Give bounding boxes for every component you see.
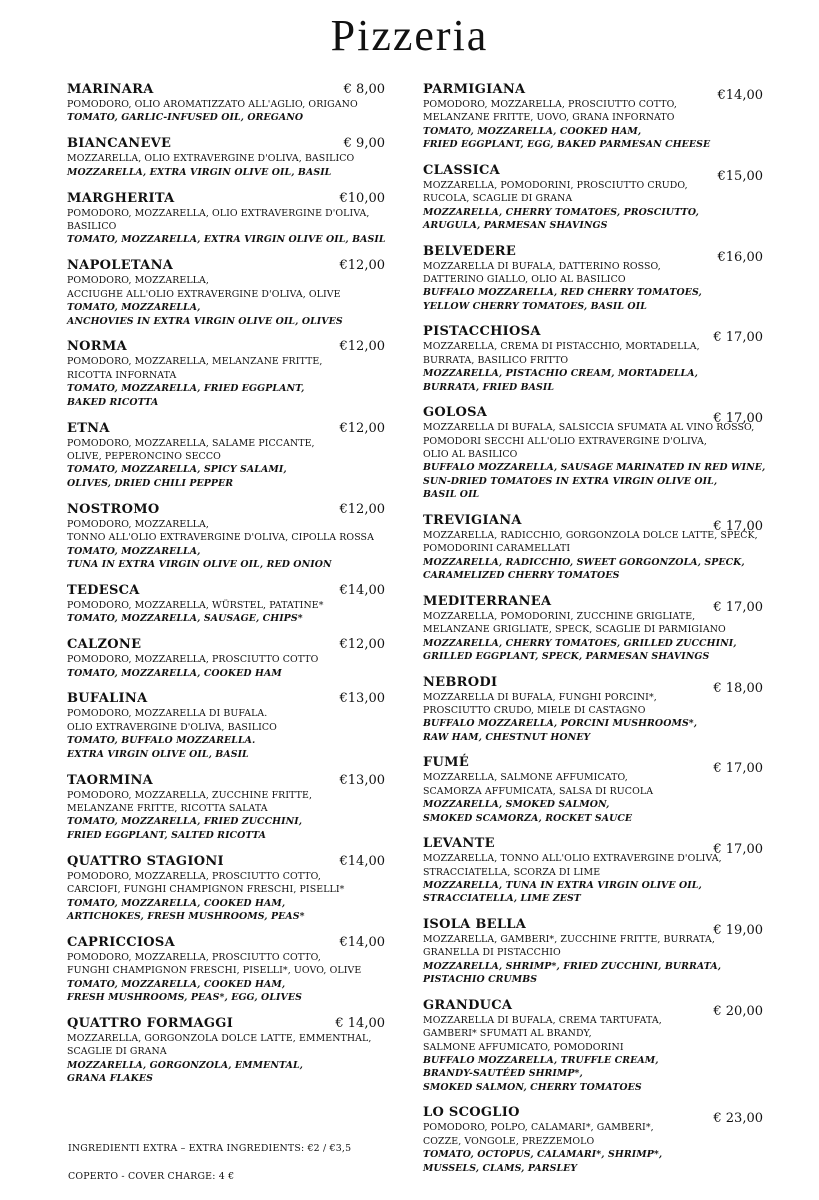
item-english-line: GRANA FLAKES — [67, 1073, 153, 1085]
item-price: €14,00 — [339, 934, 385, 950]
item-english-line: TOMATO, MOZZARELLA, SAUSAGE, CHIPS* — [67, 613, 303, 625]
menu-item — [67, 421, 385, 491]
item-price: €12,00 — [339, 420, 385, 436]
item-ingredients-line: POMODORO, MOZZARELLA, PROSCIUTTO COTTO, — [423, 99, 677, 110]
item-english-line: TOMATO, GARLIC-INFUSED OIL, OREGANO — [67, 112, 304, 124]
item-price: € 14,00 — [335, 1015, 385, 1031]
item-english-line: BUFFALO MOZZARELLA, SAUSAGE MARINATED IN RED WINE, — [423, 462, 766, 474]
item-english-line: CARAMELIZED CHERRY TOMATOES — [423, 570, 620, 582]
menu-column-left — [67, 82, 385, 1097]
item-price: €13,00 — [339, 691, 385, 707]
item-price: €12,00 — [339, 258, 385, 274]
item-english-line: TOMATO, MOZZARELLA, COOKED HAM, — [67, 978, 286, 990]
menu-item — [67, 1016, 385, 1086]
item-price: €16,00 — [717, 249, 763, 265]
item-name: PARMIGIANA — [423, 82, 526, 97]
item-name: BELVEDERE — [423, 243, 517, 259]
item-ingredients-line: STRACCIATELLA, SCORZA DI LIME — [423, 866, 601, 878]
item-ingredients-line: POMODORO, MOZZARELLA, ZUCCHINE FRITTE, — [67, 789, 313, 801]
item-ingredients-line: MOZZARELLA, GAMBERI*, ZUCCHINE FRITTE, BURRATA, — [423, 933, 715, 945]
menu-item — [423, 836, 763, 906]
item-ingredients-line: COZZE, VONGOLE, PREZZEMOLO — [423, 1135, 595, 1147]
item-price: €13,00 — [339, 772, 385, 788]
menu-item — [67, 773, 385, 843]
item-ingredients-line: RUCOLA, SCAGLIE DI GRANA — [423, 193, 573, 205]
item-english-line: FRESH MUSHROOMS, PEAS*, EGG, OLIVES — [67, 992, 302, 1004]
item-ingredients-line: CARCIOFI, FUNGHI CHAMPIGNON FRESCHI, PISELLI* — [67, 884, 345, 896]
item-english-line: BRANDY-SAUTÉED SHRIMP*, — [423, 1068, 583, 1080]
item-ingredients-line: BASILICO — [67, 221, 117, 233]
menu-item — [67, 637, 385, 680]
menu-item — [67, 583, 385, 626]
item-name: NAPOLETANA — [67, 258, 174, 274]
item-english-line: TOMATO, MOZZARELLA, COOKED HAM — [67, 667, 282, 679]
item-ingredients-line: ACCIUGHE ALL'OLIO EXTRAVERGINE D'OLIVA, OLIVE — [67, 288, 341, 300]
item-english-line: RAW HAM, CHESTNUT HONEY — [423, 731, 591, 743]
item-name: MEDITERRANEA — [423, 593, 552, 609]
item-ingredients-line: RICOTTA INFORNATA — [67, 369, 177, 381]
item-ingredients-line: POMODORO, MOZZARELLA, PROSCIUTTO COTTO — [67, 654, 319, 666]
item-english-line: BAKED RICOTTA — [67, 396, 159, 408]
item-name: TREVIGIANA — [423, 512, 522, 528]
item-english-line: MOZZARELLA, RADICCHIO, SWEET GORGONZOLA, SPECK, — [423, 556, 745, 568]
item-price: € 17,00 — [713, 599, 763, 615]
item-english-line: BURRATA, FRIED BASIL — [423, 381, 555, 393]
item-price: € 17,00 — [713, 761, 763, 777]
item-name: BIANCANEVE — [67, 136, 172, 152]
item-ingredients-line: SCAMORZA AFFUMICATA, SALSA DI RUCOLA — [423, 785, 654, 797]
menu-item — [423, 1105, 763, 1175]
item-english-line: TOMATO, OCTOPUS, CALAMARI*, SHRIMP*, — [423, 1149, 663, 1161]
item-english-line: SUN-DRIED TOMATOES IN EXTRA VIRGIN OLIVE OIL, — [423, 475, 718, 487]
item-name: FUMÉ — [423, 755, 470, 771]
menu-item — [67, 82, 385, 125]
item-english-line: FRIED EGGPLANT, EGG, BAKED PARMESAN CHEESE — [423, 139, 711, 151]
item-ingredients-line: MOZZARELLA, OLIO EXTRAVERGINE D'OLIVA, BASILICO — [67, 153, 355, 165]
item-english-line: MOZZARELLA, SMOKED SALMON, — [423, 799, 610, 811]
item-english-line: ANCHOVIES IN EXTRA VIRGIN OLIVE OIL, OLIVES — [67, 315, 343, 327]
item-english-line: ARUGULA, PARMESAN SHAVINGS — [423, 220, 608, 232]
item-price: €14,00 — [717, 88, 763, 103]
menu-column-right — [423, 82, 766, 1186]
item-ingredients-line: POMODORO, MOZZARELLA, PROSCIUTTO COTTO, — [67, 870, 321, 882]
menu-item — [423, 513, 763, 583]
item-english-line: BUFFALO MOZZARELLA, RED CHERRY TOMATOES, — [423, 287, 702, 299]
item-english-line: MOZZARELLA, GORGONZOLA, EMMENTAL, — [67, 1059, 304, 1071]
item-ingredients-line: POMODORO, MOZZARELLA, PROSCIUTTO COTTO, — [67, 951, 321, 963]
item-price: € 18,00 — [713, 680, 763, 696]
item-name: TAORMINA — [67, 772, 154, 788]
menu-item — [423, 917, 763, 987]
item-ingredients-line: MOZZARELLA, TONNO ALL'OLIO EXTRAVERGINE D'OLIVA, — [423, 853, 722, 865]
menu-item — [423, 755, 763, 825]
item-ingredients-line: POMODORO, MOZZARELLA, WÜRSTEL, PATATINE* — [67, 599, 324, 611]
item-ingredients-line: POMODORO, OLIO AROMATIZZATO ALL'AGLIO, ORIGANO — [67, 99, 358, 110]
item-english-line: BASIL OIL — [423, 489, 480, 501]
item-name: BUFALINA — [67, 691, 148, 707]
item-ingredients-line: PROSCIUTTO CRUDO, MIELE DI CASTAGNO — [423, 704, 646, 716]
item-price: € 17,00 — [713, 842, 763, 858]
item-english-line: YELLOW CHERRY TOMATOES, BASIL OIL — [423, 300, 647, 312]
item-price: € 20,00 — [713, 1003, 763, 1019]
item-ingredients-line: BURRATA, BASILICO FRITTO — [423, 354, 569, 366]
item-english-line: TUNA IN EXTRA VIRGIN OLIVE OIL, RED ONION — [67, 558, 332, 570]
item-ingredients-line: FUNGHI CHAMPIGNON FRESCHI, PISELLI*, UOVO, OLIVE — [67, 965, 362, 977]
item-ingredients-line: POMODORO, MOZZARELLA, SALAME PICCANTE, — [67, 437, 315, 449]
item-ingredients-line: POMODORINI CARAMELLATI — [423, 543, 571, 555]
item-ingredients-line: POMODORO, MOZZARELLA DI BUFALA. — [67, 708, 268, 720]
item-price: € 8,00 — [343, 82, 385, 97]
item-ingredients-line: SCAGLIE DI GRANA — [67, 1046, 167, 1058]
item-english-line: TOMATO, MOZZARELLA, FRIED ZUCCHINI, — [67, 816, 303, 828]
item-ingredients-line: MOZZARELLA, SALMONE AFFUMICATO, — [423, 772, 628, 784]
item-ingredients-line: MELANZANE FRITTE, UOVO, GRANA INFORNATO — [423, 112, 675, 124]
menu-item — [423, 675, 763, 745]
item-name: LEVANTE — [423, 836, 495, 852]
item-price: €12,00 — [339, 637, 385, 653]
item-ingredients-line: MOZZARELLA, POMODORINI, PROSCIUTTO CRUDO, — [423, 179, 688, 191]
item-english-line: SMOKED SALMON, CHERRY TOMATOES — [423, 1081, 642, 1093]
extra-ingredients-note: INGREDIENTI EXTRA – EXTRA INGREDIENTS: €2 / €3,5 — [68, 1143, 352, 1154]
item-price: €15,00 — [717, 168, 763, 184]
item-ingredients-line: MOZZARELLA, POMODORINI, ZUCCHINE GRIGLIATE, — [423, 610, 696, 622]
menu-item — [423, 324, 763, 394]
cover-charge-note: COPERTO - COVER CHARGE: 4 € — [68, 1171, 235, 1182]
item-ingredients-line: GAMBERI* SFUMATI AL BRANDY, — [423, 1028, 592, 1040]
item-ingredients-line: MOZZARELLA, GORGONZOLA DOLCE LATTE, EMMENTHAL, — [67, 1032, 372, 1044]
item-english-line: EXTRA VIRGIN OLIVE OIL, BASIL — [67, 748, 249, 760]
item-english-line: TOMATO, MOZZARELLA, EXTRA VIRGIN OLIVE OIL, BASIL — [67, 234, 386, 246]
item-english-line: PISTACHIO CRUMBS — [423, 974, 538, 986]
menu-item — [67, 136, 385, 179]
item-ingredients-line: MOZZARELLA DI BUFALA, CREMA TARTUFATA, — [423, 1014, 662, 1026]
item-price: €14,00 — [339, 582, 385, 598]
item-price: €10,00 — [339, 190, 385, 206]
item-ingredients-line: MELANZANE FRITTE, RICOTTA SALATA — [67, 803, 268, 814]
item-ingredients-line: GRANELLA DI PISTACCHIO — [423, 947, 561, 959]
item-name: ETNA — [67, 420, 110, 436]
menu-item — [423, 998, 763, 1094]
item-ingredients-line: POMODORI SECCHI ALL'OLIO EXTRAVERGINE D'OLIVA, — [423, 435, 707, 447]
menu-item — [67, 191, 385, 247]
item-name: CALZONE — [67, 637, 142, 653]
item-ingredients-line: POMODORO, MOZZARELLA, MELANZANE FRITTE, — [67, 356, 323, 368]
item-price: €12,00 — [339, 339, 385, 355]
item-english-line: TOMATO, MOZZARELLA, SPICY SALAMI, — [67, 464, 287, 476]
menu-item — [423, 244, 763, 314]
item-ingredients-line: TONNO ALL'OLIO EXTRAVERGINE D'OLIVA, CIPOLLA ROSSA — [67, 532, 374, 544]
item-english-line: SMOKED SCAMORZA, ROCKET SAUCE — [423, 812, 633, 824]
item-ingredients-line: OLIO AL BASILICO — [423, 449, 518, 461]
item-name: NOSTROMO — [67, 501, 160, 517]
item-english-line: GRILLED EGGPLANT, SPECK, PARMESAN SHAVINGS — [423, 650, 710, 662]
item-english-line: MOZZARELLA, EXTRA VIRGIN OLIVE OIL, BASIL — [67, 166, 332, 178]
menu-item — [423, 82, 763, 152]
item-english-line: BUFFALO MOZZARELLA, TRUFFLE CREAM, — [423, 1054, 659, 1066]
item-english-line: MOZZARELLA, PISTACHIO CREAM, MORTADELLA, — [423, 368, 698, 380]
item-ingredients-line: POMODORO, MOZZARELLA, OLIO EXTRAVERGINE D'OLIVA, — [67, 207, 370, 219]
item-ingredients-line: POMODORO, MOZZARELLA, — [67, 275, 209, 287]
item-english-line: FRIED EGGPLANT, SALTED RICOTTA — [67, 829, 267, 841]
item-ingredients-line: OLIO EXTRAVERGINE D'OLIVA, BASILICO — [67, 721, 277, 733]
item-name: CAPRICCIOSA — [67, 934, 175, 950]
item-english-line: TOMATO, MOZZARELLA, COOKED HAM, — [67, 897, 286, 909]
item-ingredients-line: MOZZARELLA, RADICCHIO, GORGONZOLA DOLCE LATTE, SPECK, — [423, 529, 758, 541]
menu-item — [67, 502, 385, 572]
item-ingredients-line: MOZZARELLA, CREMA DI PISTACCHIO, MORTADELLA, — [423, 341, 700, 353]
item-price: € 17,00 — [713, 330, 763, 346]
item-english-line: STRACCIATELLA, LIME ZEST — [423, 893, 581, 905]
item-price: € 9,00 — [343, 136, 385, 152]
item-ingredients-line: MOZZARELLA DI BUFALA, SALSICCIA SFUMATA AL VINO ROSSO, — [423, 422, 755, 434]
item-price: €12,00 — [339, 501, 385, 517]
item-name: TEDESCA — [67, 582, 140, 598]
item-name: MARGHERITA — [67, 190, 175, 206]
item-name: PISTACCHIOSA — [423, 324, 541, 340]
item-name: QUATTRO STAGIONI — [67, 853, 224, 869]
item-name: NORMA — [67, 339, 127, 355]
menu-item — [423, 594, 763, 664]
item-name: QUATTRO FORMAGGI — [67, 1015, 234, 1031]
item-name: CLASSICA — [423, 162, 500, 178]
item-english-line: ARTICHOKES, FRESH MUSHROOMS, PEAS* — [67, 910, 305, 922]
menu-item — [67, 258, 385, 328]
item-english-line: BUFFALO MOZZARELLA, PORCINI MUSHROOMS*, — [423, 718, 698, 730]
item-price: € 17,00 — [713, 411, 763, 427]
menu-item — [67, 935, 385, 1005]
item-ingredients-line: MOZZARELLA DI BUFALA, FUNGHI PORCINI*, — [423, 691, 657, 703]
item-english-line: TOMATO, MOZZARELLA, COOKED HAM, — [423, 125, 642, 137]
item-ingredients-line: POMODORO, POLPO, CALAMARI*, GAMBERI*, — [423, 1122, 654, 1134]
item-english-line: MOZZARELLA, TUNA IN EXTRA VIRGIN OLIVE OIL, — [423, 879, 702, 891]
item-name: GRANDUCA — [423, 997, 513, 1013]
item-english-line: OLIVES, DRIED CHILI PEPPER — [67, 477, 234, 489]
item-english-line: TOMATO, BUFFALO MOZZARELLA. — [67, 735, 256, 747]
item-english-line: TOMATO, MOZZARELLA, — [67, 302, 201, 314]
item-price: € 23,00 — [713, 1111, 763, 1127]
item-name: NEBRODI — [423, 674, 498, 690]
item-name: LO SCOGLIO — [423, 1105, 520, 1121]
item-english-line: MOZZARELLA, CHERRY TOMATOES, GRILLED ZUCCHINI, — [423, 637, 737, 649]
item-name: MARINARA — [67, 82, 154, 97]
item-english-line: TOMATO, MOZZARELLA, — [67, 545, 201, 557]
item-english-line: MUSSELS, CLAMS, PARSLEY — [423, 1162, 578, 1174]
menu-item — [67, 854, 385, 924]
item-ingredients-line: POMODORO, MOZZARELLA, — [67, 518, 209, 530]
item-ingredients-line: MELANZANE GRIGLIATE, SPECK, SCAGLIE DI PARMIGIANO — [423, 624, 726, 636]
item-ingredients-line: SALMONE AFFUMICATO, POMODORINI — [423, 1041, 624, 1053]
menu-item — [67, 691, 385, 761]
item-english-line: MOZZARELLA, SHRIMP*, FRIED ZUCCHINI, BURRATA, — [423, 960, 722, 972]
item-name: GOLOSA — [423, 405, 488, 421]
menu-item — [423, 163, 763, 233]
item-ingredients-line: MOZZARELLA DI BUFALA, DATTERINO ROSSO, — [423, 260, 661, 272]
item-price: € 17,00 — [713, 518, 763, 534]
item-name: ISOLA BELLA — [423, 916, 527, 932]
item-english-line: TOMATO, MOZZARELLA, FRIED EGGPLANT, — [67, 383, 305, 395]
page-title: Pizzeria — [330, 11, 489, 60]
menu-item — [423, 405, 766, 501]
item-ingredients-line: OLIVE, PEPERONCINO SECCO — [67, 451, 221, 462]
item-english-line: MOZZARELLA, CHERRY TOMATOES, PROSCIUTTO, — [423, 206, 699, 218]
item-price: €14,00 — [339, 853, 385, 869]
menu-item — [67, 339, 385, 409]
item-ingredients-line: DATTERINO GIALLO, OLIO AL BASILICO — [423, 274, 626, 286]
item-price: € 19,00 — [713, 922, 763, 938]
